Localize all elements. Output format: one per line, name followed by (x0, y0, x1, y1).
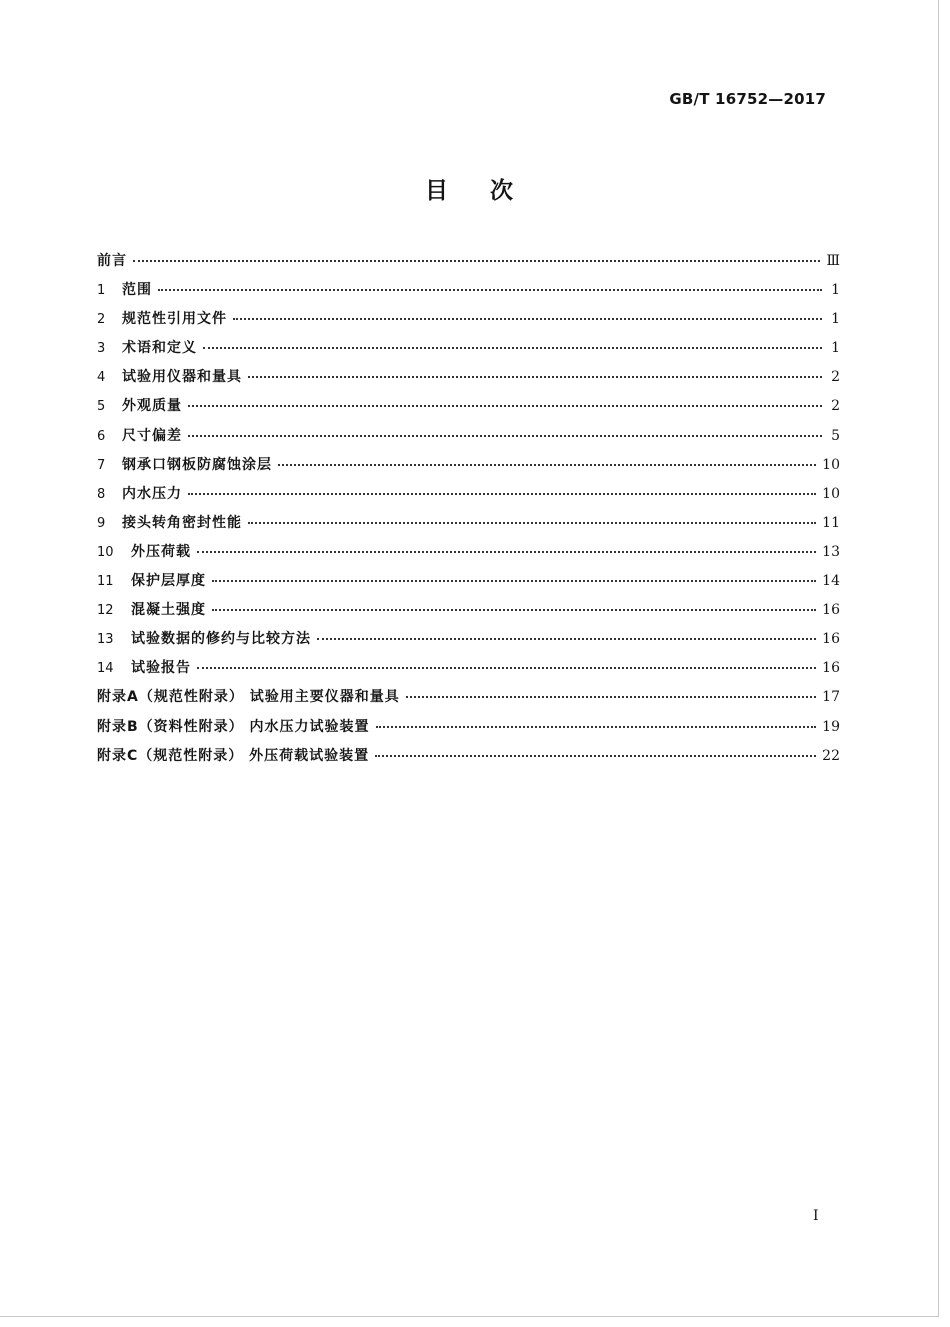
toc-entry-label: 外压荷载 (131, 543, 191, 560)
toc-leader-dots (248, 522, 816, 524)
toc-entry-label: 试验数据的修约与比较方法 (131, 631, 311, 648)
toc-entry-page: Ⅲ (826, 253, 840, 269)
toc-entry-number: 6 (97, 428, 106, 444)
toc-entry-page: 10 (822, 456, 840, 473)
toc-entry-label: 规范性引用文件 (122, 311, 227, 328)
toc-entry[interactable] (97, 541, 840, 570)
toc-leader-dots (212, 580, 816, 582)
toc-entry-number: 13 (97, 632, 114, 648)
toc-entry-page: 16 (822, 660, 840, 677)
toc-entry-page: 1 (831, 340, 840, 357)
toc-entry-label: 术语和定义 (122, 340, 197, 357)
toc-entry-label: 外观质量 (122, 398, 182, 415)
toc-entry-label: 尺寸偏差 (122, 427, 182, 444)
table-of-contents (97, 250, 840, 774)
toc-leader-dots (278, 464, 816, 466)
toc-entry-number: 11 (97, 574, 114, 590)
toc-leader-dots (188, 435, 822, 437)
toc-entry-label: 内水压力 (122, 485, 182, 502)
toc-leader-dots (317, 638, 816, 640)
toc-entry-number: 12 (97, 603, 114, 619)
toc-title: 目次 (425, 178, 555, 204)
toc-leader-dots (158, 289, 822, 291)
toc-entry-page: 22 (822, 747, 840, 764)
toc-leader-dots (197, 551, 816, 553)
toc-entry[interactable] (97, 686, 840, 715)
toc-entry-label: 前言 (97, 253, 127, 269)
toc-entry-number: 9 (97, 515, 106, 531)
toc-entry-label: 附录B（资料性附录） 内水压力试验装置 (97, 718, 370, 735)
toc-leader-dots (188, 493, 816, 495)
toc-entry-page: 1 (831, 282, 840, 299)
toc-entry[interactable] (97, 628, 840, 657)
toc-entry-page: 13 (822, 543, 840, 560)
toc-entry-page: 1 (831, 311, 840, 328)
toc-entry[interactable] (97, 250, 840, 279)
toc-leader-dots (375, 755, 816, 757)
toc-leader-dots (406, 696, 816, 698)
toc-leader-dots (197, 667, 816, 669)
toc-entry-number: 8 (97, 486, 106, 502)
toc-entry-label: 试验用仪器和量具 (122, 369, 242, 386)
toc-entry-number: 14 (97, 661, 114, 677)
toc-leader-dots (212, 609, 816, 611)
toc-entry-page: 16 (822, 631, 840, 648)
toc-entry-page: 14 (822, 573, 840, 590)
toc-entry[interactable] (97, 395, 840, 424)
toc-entry-page: 10 (822, 485, 840, 502)
toc-entry[interactable] (97, 308, 840, 337)
toc-entry-number: 5 (97, 399, 106, 415)
toc-entry[interactable] (97, 657, 840, 686)
toc-leader-dots (248, 376, 822, 378)
toc-entry-page: 11 (822, 514, 840, 531)
toc-entry[interactable] (97, 454, 840, 483)
toc-entry-label: 接头转角密封性能 (122, 514, 242, 531)
toc-leader-dots (376, 726, 817, 728)
toc-entry[interactable] (97, 483, 840, 512)
toc-leader-dots (133, 260, 820, 262)
toc-entry-label: 混凝土强度 (131, 602, 206, 619)
toc-entry-label: 保护层厚度 (131, 573, 206, 590)
toc-entry-page: 5 (831, 427, 840, 444)
toc-leader-dots (188, 405, 822, 407)
toc-entry-page: 2 (831, 369, 840, 386)
toc-entry-page: 19 (822, 718, 840, 735)
toc-entry-label: 附录C（规范性附录） 外压荷载试验装置 (97, 747, 370, 764)
toc-entry[interactable] (97, 337, 840, 366)
toc-entry[interactable] (97, 366, 840, 395)
toc-leader-dots (233, 318, 822, 320)
toc-entry-label: 范围 (122, 282, 152, 299)
toc-entry-number: 4 (97, 370, 106, 386)
toc-entry[interactable] (97, 745, 840, 774)
toc-entry-number: 7 (97, 457, 106, 473)
toc-entry-label: 附录A（规范性附录） 试验用主要仪器和量具 (97, 689, 400, 706)
toc-entry-page: 2 (831, 398, 840, 415)
toc-entry[interactable] (97, 599, 840, 628)
toc-entry-page: 16 (822, 602, 840, 619)
toc-entry-number: 3 (97, 341, 106, 357)
toc-entry[interactable] (97, 570, 840, 599)
toc-entry-label: 试验报告 (131, 660, 191, 677)
toc-leader-dots (203, 347, 822, 349)
toc-entry-label: 钢承口钢板防腐蚀涂层 (122, 456, 272, 473)
toc-entry[interactable] (97, 512, 840, 541)
toc-entry[interactable] (97, 716, 840, 745)
document-code: GB/T 16752—2017 (669, 90, 826, 108)
toc-entry-page: 17 (822, 689, 840, 706)
toc-entry[interactable] (97, 279, 840, 308)
toc-entry-number: 10 (97, 544, 114, 560)
toc-entry[interactable] (97, 425, 840, 454)
toc-entry-number: 1 (97, 283, 106, 299)
toc-entry-number: 2 (97, 312, 106, 328)
page-number: I (813, 1208, 819, 1224)
